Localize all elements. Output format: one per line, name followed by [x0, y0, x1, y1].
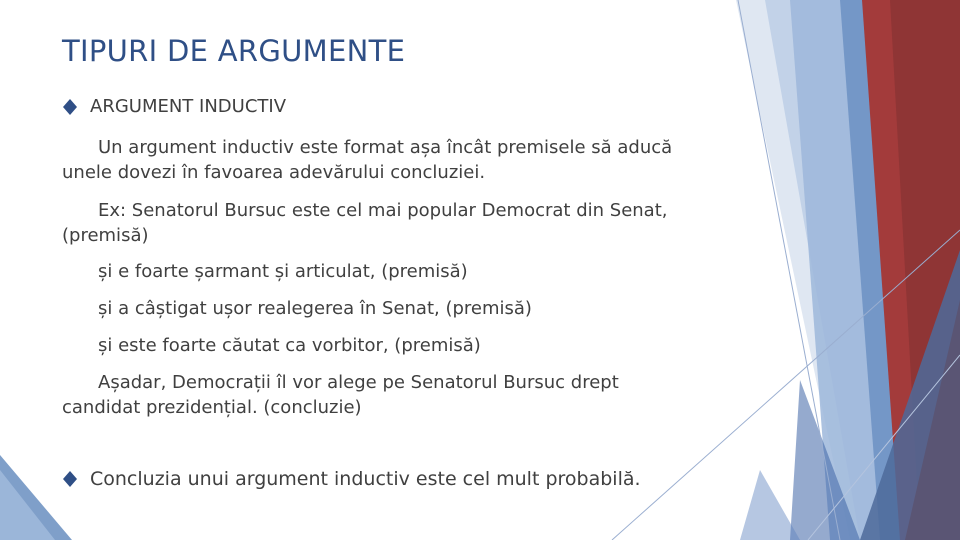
slide-title: TIPURI DE ARGUMENTE [62, 34, 406, 68]
bullet-label: Concluzia unui argument inductiv este cel mult probabilă. [90, 468, 641, 490]
conclusion-line-1: Așadar, Democrații îl vor alege pe Senatorul Bursuc drept [98, 372, 619, 393]
diamond-bullet-icon [62, 97, 78, 117]
diamond-bullet-icon [62, 469, 78, 489]
bullet-label: ARGUMENT INDUCTIV [90, 96, 287, 117]
bullet-conclusion [62, 468, 641, 490]
definition-line-2: unele dovezi în favoarea adevărului concluziei. [62, 162, 486, 183]
premise-line-3: și a câștigat ușor realegerea în Senat, (premisă) [98, 298, 532, 319]
bullet-argument-inductiv [62, 96, 286, 117]
premise-line-2: și e foarte șarmant și articulat, (premisă) [98, 261, 468, 282]
definition-paragraph [62, 135, 762, 185]
example-line-2: (premisă) [62, 225, 149, 246]
premise-line-4: și este foarte căutat ca vorbitor, (premisă) [98, 335, 481, 356]
example-line-1: Ex: Senatorul Bursuc este cel mai popular Democrat din Senat, [98, 200, 668, 221]
conclusion-paragraph [62, 370, 762, 420]
example-paragraph [62, 198, 762, 248]
conclusion-line-2: candidat prezidențial. (concluzie) [62, 397, 362, 418]
definition-line-1: Un argument inductiv este format așa încât premisele să aducă [98, 137, 673, 158]
